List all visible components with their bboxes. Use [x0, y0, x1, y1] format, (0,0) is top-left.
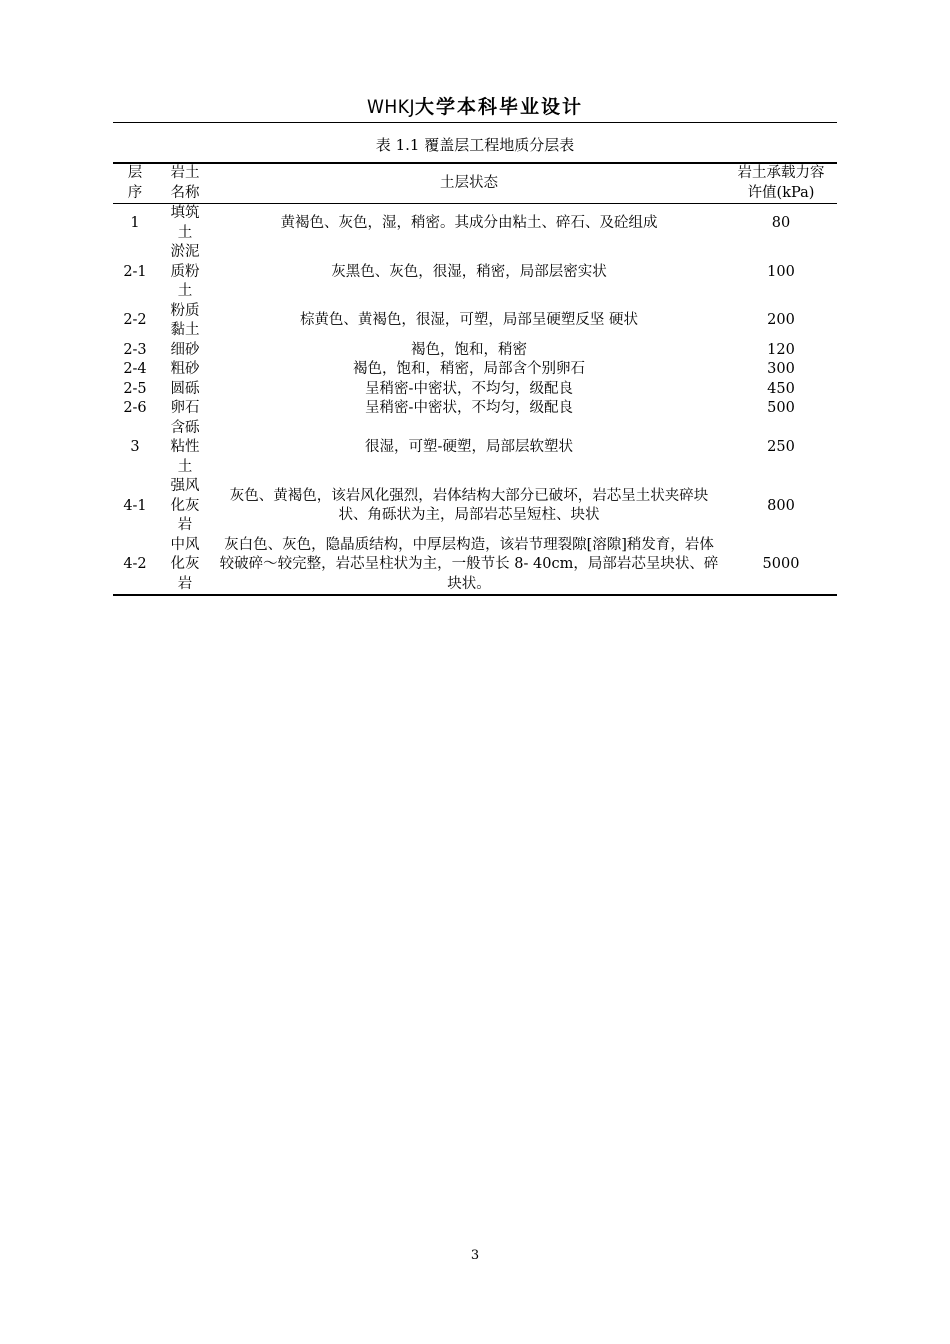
layer-name-cell: [157, 243, 213, 302]
layer-state: 灰色、黄褐色，该岩风化强烈，岩体结构大部分已破坏，岩芯呈土状夹碎块状、角砾状为主，局部岩芯呈短柱、块状: [229, 487, 709, 524]
layer-capacity: 100: [767, 263, 795, 280]
layer-no: 4-1: [123, 497, 147, 514]
layer-name-cell: [157, 399, 213, 419]
table-row: [113, 536, 837, 596]
layer-state-cell: [213, 477, 725, 536]
layer-capacity: 450: [767, 380, 795, 397]
layer-capacity: 500: [767, 400, 795, 416]
layer-no: 2-1: [123, 263, 147, 280]
layer-name: 中风化灰岩: [170, 536, 200, 592]
layer-name: 淤泥质粉土: [170, 244, 200, 299]
layer-capacity: 300: [767, 361, 795, 377]
column-header-name: [157, 163, 213, 204]
table-row: [113, 380, 837, 400]
layer-state: 黄褐色、灰色，湿，稍密。其成分由粘土、碎石、及砼组成: [280, 214, 658, 231]
layer-no: 2-5: [123, 380, 147, 397]
page-header: [113, 92, 837, 123]
header-latin: WHKJ: [366, 96, 415, 118]
layer-name: 卵石: [170, 400, 200, 416]
layer-capacity: 80: [771, 214, 791, 231]
table-body: [113, 204, 837, 596]
layer-name-cell: [157, 419, 213, 478]
layer-state-cell: [213, 380, 725, 400]
layer-name: 含砾粘性土: [170, 419, 200, 475]
layer-state-cell: [213, 243, 725, 302]
layer-name: 填筑土: [170, 205, 200, 241]
layer-state-cell: [213, 204, 725, 244]
column-header-name-label: 岩土名称: [170, 165, 200, 201]
layer-capacity: 250: [767, 439, 795, 455]
layer-state-cell: [213, 399, 725, 419]
layer-state: 呈稍密-中密状，不均匀，级配良: [365, 400, 573, 416]
table-header: [113, 163, 837, 204]
layer-name-cell: [157, 477, 213, 536]
table-row: [113, 419, 837, 478]
layer-no: 4-2: [123, 556, 147, 572]
layer-state-cell: [213, 341, 725, 361]
layer-name-cell: [157, 341, 213, 361]
table-row: [113, 477, 837, 536]
layer-state: 棕黄色、黄褐色，很湿，可塑，局部呈硬塑反坚 硬状: [299, 312, 639, 329]
layer-name: 粗砂: [170, 361, 200, 377]
layer-state: 呈稍密-中密状，不均匀，级配良: [365, 380, 573, 397]
layer-no: 2-3: [123, 341, 147, 358]
layer-no: 3: [130, 439, 140, 455]
layer-state-cell: [213, 302, 725, 341]
layer-name-cell: [157, 360, 213, 380]
layer-no: 2-2: [123, 312, 147, 329]
layer-capacity: 800: [767, 497, 795, 514]
layer-name-cell: [157, 204, 213, 244]
layer-capacity: 200: [767, 312, 795, 329]
layer-state: 很湿，可塑-硬塑，局部层软塑状: [365, 439, 573, 455]
table-row: [113, 360, 837, 380]
table-row: [113, 243, 837, 302]
table-row: [113, 204, 837, 244]
column-header-state: 土层状态: [213, 163, 725, 204]
table-row: [113, 302, 837, 341]
layer-name-cell: [157, 380, 213, 400]
column-header-capacity: [725, 163, 837, 204]
layer-capacity: 5000: [762, 556, 800, 572]
layer-capacity: 120: [767, 341, 795, 358]
layer-no: 2-6: [123, 400, 147, 416]
layer-state-cell: [213, 419, 725, 478]
layer-name: 圆砾: [170, 380, 200, 397]
table-row: [113, 399, 837, 419]
layer-state-cell: [213, 360, 725, 380]
layer-no: 1: [130, 214, 140, 231]
layer-state: 褐色，饱和，稍密，局部含个别卵石: [353, 361, 585, 377]
layer-state: 灰黑色、灰色，很湿，稍密，局部层密实状: [331, 263, 607, 280]
layer-state: 灰白色、灰色，隐晶质结构，中厚层构造，该岩节理裂隙[溶隙]稍发育，岩体较破碎～较完整，岩芯呈柱状为主，一般节长 8- 40cm，局部岩芯呈块状、碎块状。: [219, 536, 719, 592]
header-title: 大学本科毕业设计: [415, 96, 584, 118]
page-number: 3: [470, 1248, 480, 1263]
table-row: [113, 341, 837, 361]
table-header-row: [113, 163, 837, 204]
column-header-capacity-label: 岩土承载力容许值(kPa): [737, 165, 825, 201]
layer-name: 粉质黏土: [170, 302, 200, 338]
layer-state: 褐色，饱和，稍密: [411, 341, 527, 358]
geology-layer-table: [113, 162, 837, 596]
table-caption: 表 1.1 覆盖层工程地质分层表: [375, 136, 575, 154]
column-header-no: [113, 163, 157, 204]
layer-name-cell: [157, 302, 213, 341]
layer-no: 2-4: [123, 361, 147, 377]
column-header-no-label: 层序: [127, 165, 143, 201]
layer-name-cell: [157, 536, 213, 596]
layer-state-cell: [213, 536, 725, 596]
layer-name: 强风化灰岩: [170, 478, 200, 533]
layer-name: 细砂: [170, 341, 200, 358]
